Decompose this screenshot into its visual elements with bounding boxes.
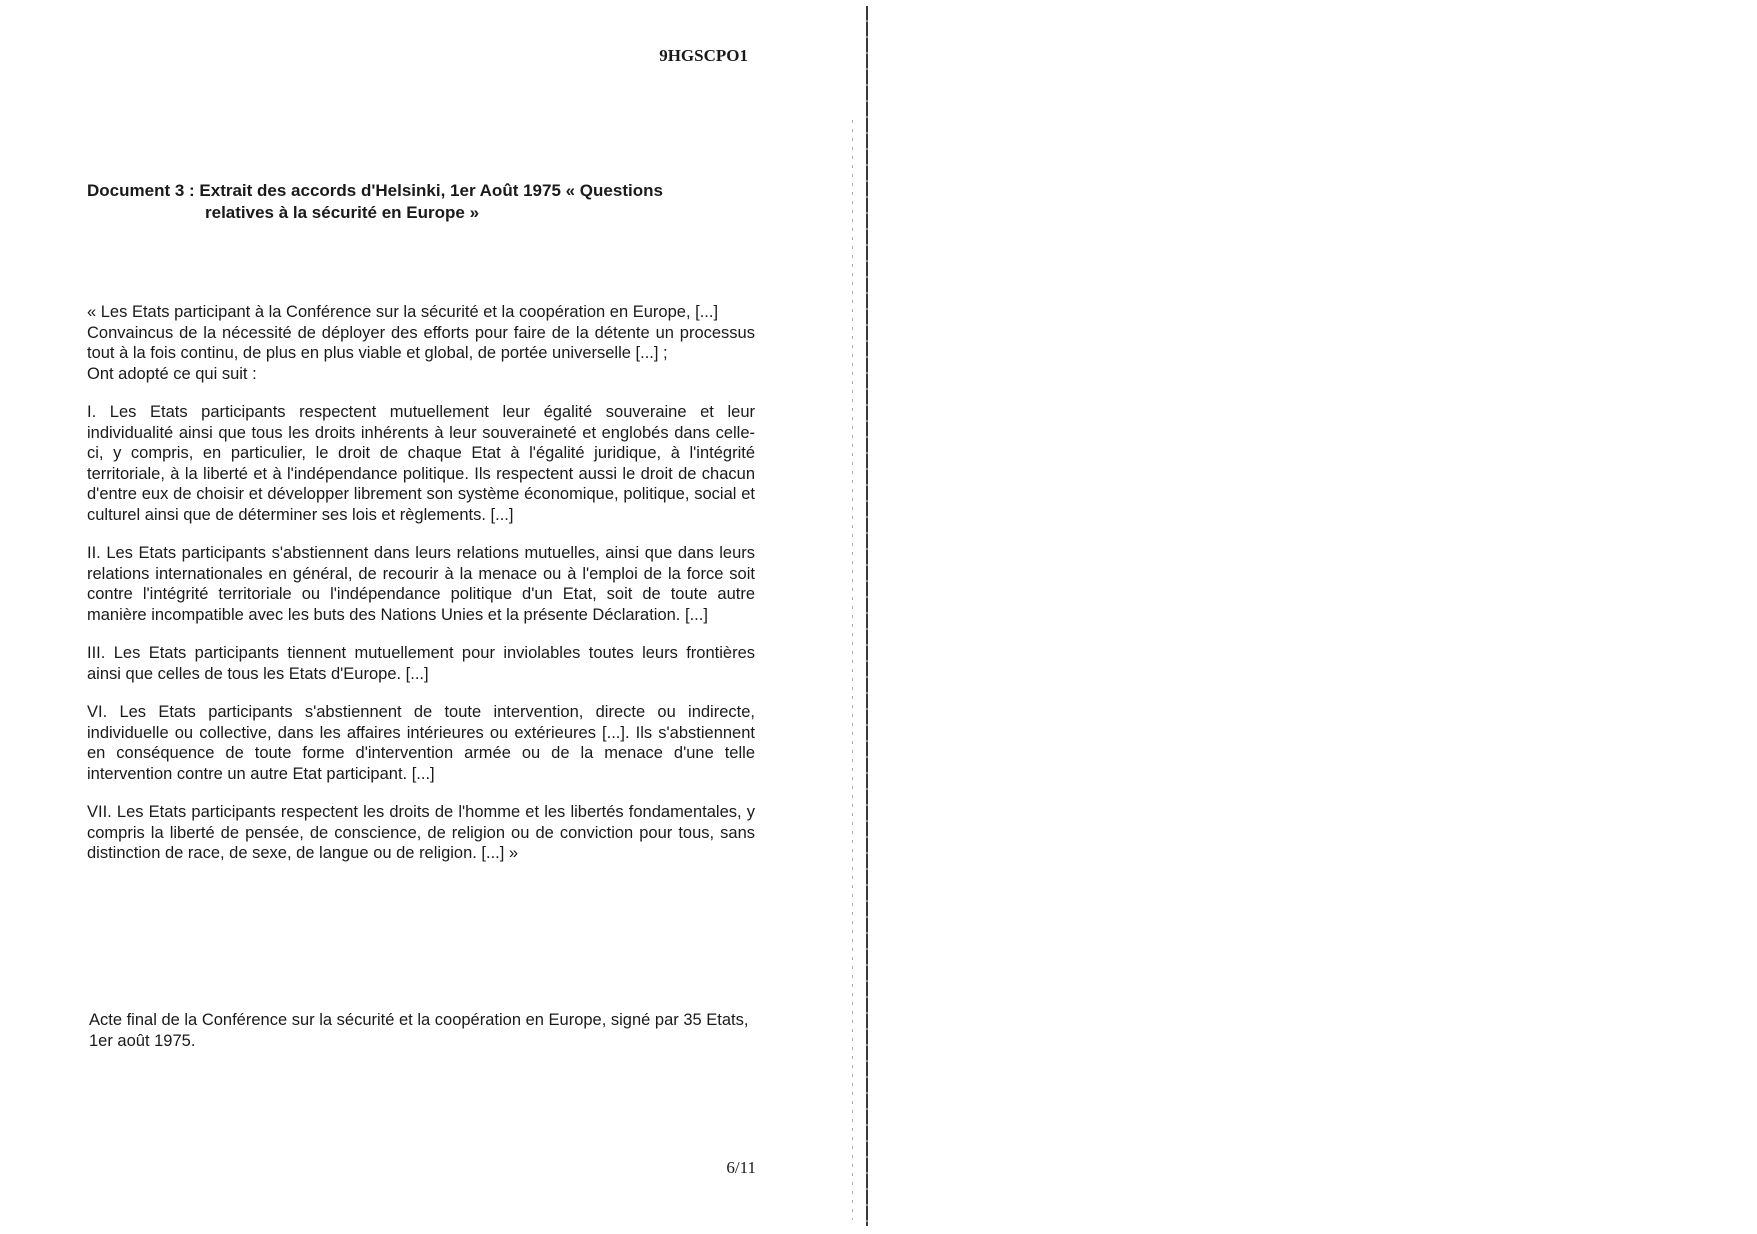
principle-i-paragraph: I. Les Etats participants respectent mutuellement leur égalité souveraine et leur individualité ainsi que tous les droits inhérents à leur souveraineté et englobés dans celle-ci, y compris, en particulier, le droit de chaque Etat à l'égalité juridique, à l'intégrité territoriale, à la liberté et à l'indépendance politique. Ils respectent aussi le droit de chacun d'entre eux de choisir et développer librement son système économique, politique, social et culturel ainsi que de déterminer ses lois et règlements. [...] [87, 403, 755, 524]
principle-ii-paragraph: II. Les Etats participants s'abstiennent dans leurs relations mutuelles, ainsi que dans leurs relations internationales en général, de recourir à la menace ou à l'emploi de la force soit contre l'intégrité territoriale ou l'indépendance politique d'un Etat, soit de toute autre manière incompatible avec les buts des Nations Unies et la présente Déclaration. [...] [87, 544, 755, 624]
document-title-line-1: Document 3 : Extrait des accords d'Helsinki, 1er Août 1975 « Questions [87, 181, 663, 200]
intro-paragraph: « Les Etats participant à la Conférence sur la sécurité et la coopération en Europe, [...] [87, 303, 719, 321]
source-citation: Acte final de la Conférence sur la sécurité et la coopération en Europe, signé par 35 Etats, 1er août 1975. [89, 1011, 749, 1050]
exam-code: 9HGSCPO1 [659, 46, 748, 65]
convaincus-paragraph: Convaincus de la nécessité de déployer des efforts pour faire de la détente un processus tout à la fois continu, de plus en plus viable et global, de portée universelle [...] ; [87, 323, 755, 362]
page-number: 6/11 [726, 1158, 756, 1177]
document-title [87, 180, 727, 224]
page-divider-line [866, 6, 868, 1226]
fold-shadow-line [852, 120, 853, 1220]
principle-vii-paragraph: VII. Les Etats participants respectent les droits de l'homme et les libertés fondamentales, y compris la liberté de pensée, de conscience, de religion ou de conviction pour tous, sans distinction de race, de sexe, de langue ou de religion. [...] » [87, 803, 755, 862]
document-body [87, 302, 755, 864]
ont-adopte-paragraph: Ont adopté ce qui suit : [87, 364, 257, 383]
principle-iii-paragraph: III. Les Etats participants tiennent mutuellement pour inviolables toutes leurs frontières ainsi que celles de tous les Etats d'Europe. [...] [87, 644, 755, 683]
document-title-line-2: relatives à la sécurité en Europe » [205, 203, 480, 222]
principle-vi-paragraph: VI. Les Etats participants s'abstiennent de toute intervention, directe ou indirecte, individuelle ou collective, dans les affaires intérieures ou extérieures [...]. Ils s'abstiennent en conséquence de toute forme d'intervention armée ou de la menace d'une telle intervention contre un autre Etat participant. [...] [87, 703, 755, 783]
